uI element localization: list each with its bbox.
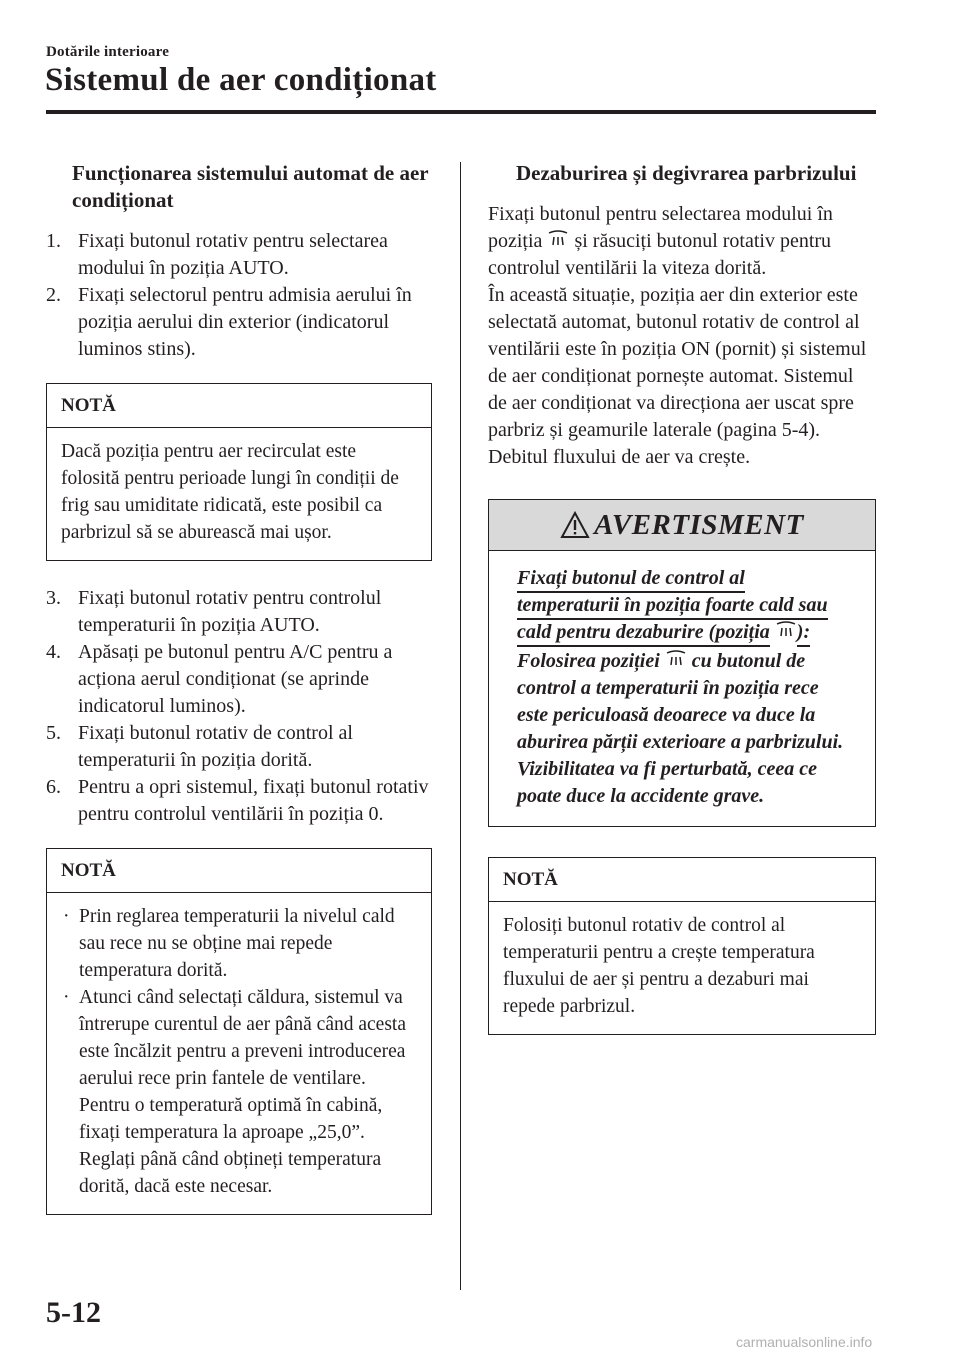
left-heading: Funcționarea sistemului automat de aer condiționat: [72, 161, 429, 212]
warning-body: [489, 551, 875, 826]
step-number: 3.: [46, 587, 61, 609]
step-number: 4.: [46, 641, 61, 663]
bullet-text: Prin reglarea temperaturii la nivelul cald sau rece nu se obține mai repede temperatura dorită.: [79, 906, 395, 981]
defroster-icon: [775, 620, 797, 640]
steps-list-b: [46, 585, 432, 828]
warning-box: [488, 499, 876, 827]
para-text: Fixați butonul pentru selectarea modului în poziția: [488, 203, 833, 252]
list-item: [46, 720, 432, 774]
defroster-icon: [665, 649, 687, 669]
list-item: [46, 639, 432, 720]
defrost-paragraph: [488, 201, 876, 282]
warning-line-1: [517, 565, 847, 646]
step-number: 5.: [46, 722, 61, 744]
list-item: [46, 585, 432, 639]
warning-text: cu butonul de control a temperaturii în poziția rece este periculoasă deoarece va duce la aburirea părții exterioare a parbrizului. Vizibilitatea va fi perturbată, ceea ce poate duce la accidente grave.: [517, 650, 844, 807]
step-text: Fixați butonul rotativ pentru controlul temperaturii în poziția AUTO.: [78, 587, 382, 636]
page-number: 5-12: [46, 1296, 101, 1329]
note-bullet: [61, 984, 417, 1092]
right-column: [488, 160, 876, 1059]
defroster-icon: [547, 229, 569, 249]
section-label: Dotările interioare: [46, 44, 170, 60]
note-label: NOTĂ: [47, 384, 431, 428]
right-heading: Dezaburirea și degivrarea parbrizului: [516, 161, 857, 185]
watermark: carmanualsonline.info: [736, 1334, 873, 1350]
note-box-3: [488, 857, 876, 1035]
step-text: Fixați selectorul pentru admisia aerului în poziția aerului din exterior (indicatorul luminos stins).: [78, 284, 412, 360]
warning-header: [489, 500, 875, 551]
bullet-icon: ·: [63, 987, 70, 1008]
column-divider: [460, 162, 461, 1290]
step-text: Fixați butonul rotativ de control al temperaturii în poziția dorită.: [78, 722, 353, 771]
list-item: [46, 282, 432, 363]
note-label: NOTĂ: [47, 849, 431, 893]
title-rule: [46, 110, 876, 114]
list-item: [46, 774, 432, 828]
warning-triangle-icon: [560, 511, 590, 539]
defrost-paragraph-2: În această situație, poziția aer din exterior este selectată automat, butonul rotativ de control al ventilării este în poziția ON (pornit) și sistemul de aer condiționat pornește automat. Sistemul de aer condiționat va direcționa aer uscat spre parbriz și geamurile laterale (pagina 5-4). Debitul fluxului de aer va crește.: [488, 284, 867, 468]
warning-underlined-text: Fixați butonul de control al temperaturii în poziția foarte cald sau cald pentru dezaburire (poziția: [517, 567, 828, 647]
bullet-continuation: Pentru o temperatură optimă în cabină, fixați temperatura la aproape „25,0”. Reglați până când obțineți temperatura dorită, dacă este necesar.: [79, 1095, 383, 1197]
step-text: Pentru a opri sistemul, fixați butonul rotativ pentru controlul ventilării în poziția 0.: [78, 776, 429, 825]
page-title: Sistemul de aer condiționat: [45, 62, 437, 98]
steps-list-a: [46, 228, 432, 363]
left-column: [46, 160, 432, 1239]
step-number: 2.: [46, 284, 61, 306]
step-text: Fixați butonul rotativ pentru selectarea modului în poziția AUTO.: [78, 230, 388, 279]
para-text: și răsuciți butonul rotativ pentru controlul ventilării la viteza dorită.: [488, 230, 832, 279]
warning-line-2: [517, 648, 847, 810]
list-item: [46, 228, 432, 282]
step-number: 6.: [46, 776, 61, 798]
warning-underlined-end: ):: [797, 621, 810, 647]
note-text: Folosiți butonul rotativ de control al temperaturii pentru a crește temperatura fluxului de aer și pentru a dezaburi mai repede parbrizul.: [503, 915, 815, 1017]
note-bullet: [61, 903, 417, 984]
warning-text: Folosirea poziției: [517, 650, 660, 672]
note-box-1: [46, 383, 432, 561]
note-label: NOTĂ: [489, 858, 875, 902]
note-text: Dacă poziția pentru aer recirculat este folosită pentru perioade lungi în condiții de frig sau umiditate ridicată, este posibil ca parbrizul să se aburească mai ușor.: [61, 441, 399, 543]
note-box-2: [46, 848, 432, 1215]
bullet-icon: ·: [63, 906, 70, 927]
step-number: 1.: [46, 230, 61, 252]
bullet-text: Atunci când selectați căldura, sistemul va întrerupe curentul de aer până când acesta este încălzit pentru a preveni introducerea aerului rece prin fantele de ventilare.: [79, 987, 406, 1089]
note-body: [47, 893, 431, 1214]
step-text: Apăsați pe butonul pentru A/C pentru a acționa aerul condiționat (se aprinde indicatorul luminos).: [78, 641, 393, 717]
warning-title: AVERTISMENT: [594, 508, 804, 541]
